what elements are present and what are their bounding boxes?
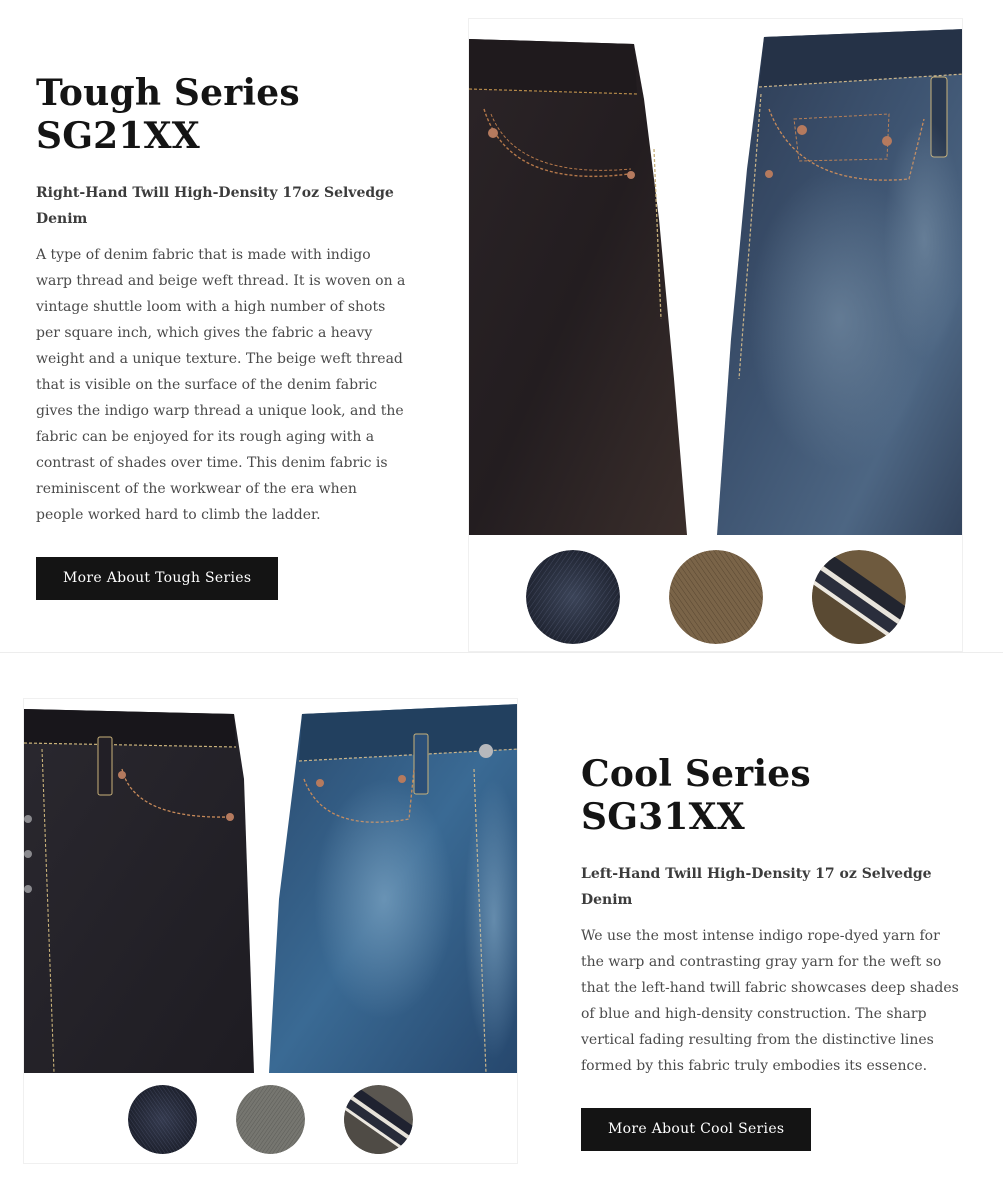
- cool-series-section: [0, 653, 1003, 1178]
- cool-series-description: We use the most intense indigo rope-dyed yarn for the warp and contrasting gray yarn for the weft so that the left-hand twill fabric showcases deep shades of blue and high-density construction. The sharp vertical fading resulting from the distinctive lines formed by this fabric truly embodies its essence.: [581, 928, 959, 1075]
- gray-weft-swatch: [236, 1085, 305, 1154]
- cool-series-swatches: [24, 1081, 517, 1157]
- cool-series-jeans-photo: [24, 699, 517, 1073]
- tough-series-jeans-photo: [469, 19, 962, 535]
- selvedge-edge-swatch-cool: [344, 1085, 413, 1154]
- tough-series-media: [468, 18, 963, 652]
- indigo-rope-dyed-swatch: [128, 1085, 197, 1154]
- cool-series-media: [23, 698, 518, 1164]
- cool-series-title: Cool Series SG31XX: [581, 753, 811, 839]
- tough-series-title: Tough Series SG21XX: [36, 72, 300, 158]
- beige-weft-swatch: [669, 550, 763, 644]
- cool-series-text: [581, 753, 961, 1151]
- tough-series-text: [36, 72, 408, 600]
- selvedge-edge-swatch: [812, 550, 906, 644]
- indigo-denim-swatch: [526, 550, 620, 644]
- more-about-tough-series-button[interactable]: More About Tough Series: [36, 557, 278, 600]
- cool-series-subtitle: Left-Hand Twill High-Density 17 oz Selvedge Denim: [581, 866, 932, 909]
- tough-series-subtitle: Right-Hand Twill High-Density 17oz Selvedge Denim: [36, 185, 394, 228]
- more-about-cool-series-button[interactable]: More About Cool Series: [581, 1108, 811, 1151]
- tough-series-swatches: [469, 549, 962, 645]
- tough-series-description: A type of denim fabric that is made with indigo warp thread and beige weft thread. It is woven on a vintage shuttle loom with a high number of shots per square inch, which gives the fabric a heavy weight and a unique texture. The beige weft thread that is visible on the surface of the denim fabric gives the indigo warp thread a unique look, and the fabric can be enjoyed for its rough aging with a contrast of shades over time. This denim fabric is reminiscent of the workwear of the era when people worked hard to climb the ladder.: [36, 247, 406, 524]
